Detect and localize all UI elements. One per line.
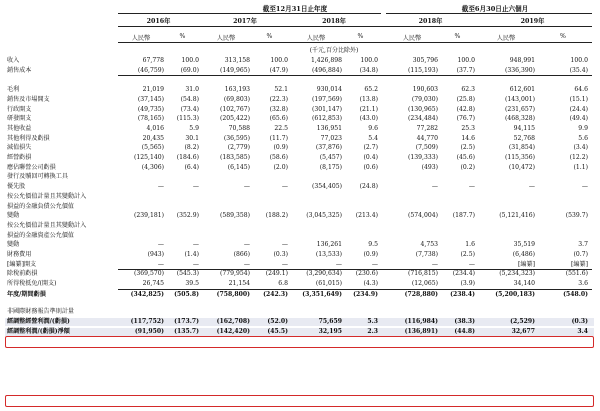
cell-col-4: 52.1 [274, 86, 288, 94]
cell-col-1: (5,565) [141, 144, 164, 152]
cell-col-5: (37,876) [315, 144, 342, 152]
cell-col-7: (139,333) [408, 154, 438, 161]
cell-col-6: (0.4) [363, 154, 378, 161]
unit-pct-2018: % [357, 33, 364, 40]
cell-col-10: 3.6 [578, 280, 588, 288]
cell-col-10: (35.4) [569, 66, 588, 74]
cell-col-10: (0.3) [571, 317, 588, 325]
cell-col-8: (238.4) [450, 290, 475, 298]
row-label: 財務費用 [7, 251, 32, 258]
unit-rmb-2018: 人民幣 [306, 35, 326, 42]
cell-col-4: (52.0) [267, 317, 288, 325]
cell-col-3: 163,193 [224, 86, 250, 94]
cell-col-3: (205,422) [220, 115, 250, 123]
cell-col-7: (728,880) [404, 290, 438, 298]
cell-col-7: — [431, 183, 438, 191]
cell-col-1: 26,745 [142, 280, 164, 288]
cell-col-6: (34.8) [359, 66, 378, 74]
cell-col-1: (46,759) [137, 66, 164, 74]
cell-col-3: (149,965) [220, 66, 250, 74]
cell-col-2: (545.3) [176, 270, 199, 278]
cell-col-9: (5,200,183) [495, 290, 535, 298]
cell-col-7: (79,030) [411, 95, 438, 103]
cell-col-10: (1.1) [573, 163, 588, 171]
cell-col-10: 9.9 [578, 124, 588, 132]
cell-col-10: [編纂] [571, 260, 588, 268]
cell-col-8: (0.2) [460, 163, 475, 171]
cell-col-8: (42.8) [456, 105, 475, 113]
cell-col-9: (115,356) [505, 154, 535, 161]
cell-col-6: 100.0 [360, 57, 378, 64]
cell-col-10: 3.4 [577, 327, 588, 335]
cell-col-8: (2.5) [460, 251, 475, 258]
cell-col-8: — [468, 260, 475, 268]
cell-col-1: 67,778 [142, 57, 164, 64]
cell-col-4: (0.3) [273, 251, 288, 258]
highlight-box-adjusted-net [5, 395, 594, 407]
cell-col-4: (242.3) [263, 290, 288, 298]
cell-col-10: 100.0 [570, 57, 588, 64]
unit-pct-2016: % [179, 33, 186, 40]
row-label: 所得稅抵免/(開支) [7, 280, 57, 288]
row-label: 收入 [7, 57, 20, 64]
table-row [0, 164, 600, 172]
cell-col-4: (22.3) [269, 95, 288, 103]
cell-col-9: (31,854) [508, 144, 535, 152]
cell-col-3: (779,954) [220, 270, 250, 278]
cell-col-3: (589,358) [220, 212, 250, 220]
cell-col-4: 6.8 [278, 280, 288, 288]
cell-col-10: — [581, 183, 588, 191]
row-label: 優先股 [7, 183, 26, 191]
cell-col-3: (758,800) [216, 290, 250, 298]
cell-col-3: (162,708) [216, 317, 250, 325]
unit-rmb-2016: 人民幣 [131, 35, 151, 42]
cell-col-4: — [281, 183, 288, 191]
cell-col-3: — [243, 241, 250, 249]
cell-col-8: (76.7) [456, 115, 475, 123]
unit-rmb-2019-h1: 人民幣 [496, 35, 516, 42]
cell-col-4: (47.9) [269, 66, 288, 74]
cell-col-2: (115.3) [176, 115, 199, 123]
row-label: 減值損失 [7, 144, 32, 152]
cell-col-10: (548.0) [563, 290, 588, 298]
cell-col-2: (1.4) [184, 251, 199, 258]
group-header-full-year: 截至12月31日止年度 [262, 5, 328, 13]
cell-col-2: (352.9) [176, 212, 199, 220]
row-label: 按公允價值計量且其變動計入 [7, 192, 87, 200]
cell-col-2: 5.9 [189, 124, 199, 132]
cell-col-7: (7,738) [415, 251, 438, 258]
year-header-2016: 2016年 [146, 18, 171, 25]
cell-col-5: (8,175) [319, 163, 342, 171]
cell-col-8: — [468, 183, 475, 191]
cell-col-1: (37,145) [137, 95, 164, 103]
cell-col-3: (2,779) [227, 144, 250, 152]
cell-col-8: (45.6) [456, 154, 475, 161]
table-row [0, 183, 600, 191]
cell-col-7: (234,484) [408, 115, 438, 123]
table-row [0, 154, 600, 162]
cell-col-2: 31.0 [185, 86, 199, 94]
cell-col-2: 39.5 [185, 280, 199, 288]
cell-col-10: 5.6 [578, 134, 588, 142]
cell-col-9: (5,121,416) [499, 212, 535, 220]
cell-col-9: (6,486) [512, 251, 535, 258]
cell-col-9: (231,657) [505, 105, 535, 113]
cell-col-10: (49.4) [569, 115, 588, 123]
cell-col-8: (44.8) [454, 327, 475, 335]
cell-col-1: (943) [147, 251, 164, 258]
cell-col-9: [編纂] [518, 260, 535, 268]
cell-col-9: 94,115 [513, 124, 535, 132]
table-row [0, 270, 600, 278]
cell-col-2: 30.1 [185, 134, 199, 142]
cell-col-8: 1.6 [465, 241, 475, 249]
cell-col-1: (369,570) [134, 270, 164, 278]
cell-col-10: (3.4) [573, 144, 588, 152]
cell-col-9: 32,677 [511, 327, 535, 335]
table-row [0, 173, 600, 181]
cell-col-7: 44,770 [416, 134, 438, 142]
table-row [0, 86, 600, 94]
row-label: 其他利得及虧損 [7, 134, 50, 142]
cell-col-7: (12,065) [411, 280, 438, 288]
cell-col-6: (213.4) [355, 212, 378, 220]
unit-pct-2018-h1: % [454, 33, 461, 40]
row-label: 非國際財務報告準則計量 [7, 308, 75, 316]
cell-col-3: — [243, 260, 250, 268]
cell-col-7: 190,603 [412, 86, 438, 94]
table-row [0, 261, 600, 269]
cell-col-1: — [157, 241, 164, 249]
cell-col-7: (7,509) [415, 144, 438, 152]
cell-col-3: 70,588 [228, 124, 250, 132]
cell-col-7: (574,004) [408, 212, 438, 220]
row-label: 年度/期間虧損 [7, 290, 46, 298]
cell-col-1: (239,181) [134, 212, 164, 220]
cell-col-6: 9.5 [368, 241, 378, 249]
cell-col-2: (8.2) [184, 144, 199, 152]
year-rule [118, 26, 592, 27]
row-label: 變動 [7, 212, 20, 220]
cell-col-4: (32.8) [269, 105, 288, 113]
cell-col-5: (496,884) [312, 66, 342, 74]
year-header-2017: 2017年 [233, 18, 257, 25]
cell-col-1: — [157, 183, 164, 191]
cell-col-7: (716,815) [408, 270, 438, 278]
cell-col-8: 100.0 [457, 57, 475, 64]
cell-col-5: — [335, 260, 342, 268]
year-header-2019-h1: 2019年 [520, 18, 545, 25]
table-row [0, 67, 600, 75]
cell-col-3: — [243, 183, 250, 191]
cell-col-6: 9.6 [368, 124, 378, 132]
cell-col-6: (230.6) [355, 270, 378, 278]
cell-col-2: — [192, 241, 199, 249]
cell-col-8: (234.4) [452, 270, 475, 278]
group-rule-full-year [118, 13, 381, 14]
table-row [0, 222, 600, 230]
row-label: 毛利 [7, 86, 20, 94]
cell-col-6: (21.1) [359, 105, 378, 113]
cell-col-5: (3,351,649) [302, 290, 342, 298]
cell-col-6: (2.7) [363, 144, 378, 152]
cell-col-5: (13,533) [315, 251, 342, 258]
cell-col-1: 20,435 [142, 134, 164, 142]
unit-pct-2019-h1: % [560, 33, 566, 40]
cell-col-9: 948,991 [509, 57, 535, 64]
cell-col-1: (125,140) [134, 154, 164, 161]
table-row [0, 232, 600, 240]
cell-col-9: 34,140 [513, 280, 535, 288]
table-row [0, 241, 600, 249]
row-label: 經營虧損 [7, 154, 32, 161]
table-row [0, 291, 600, 299]
row-label: 銷售及市場開支 [7, 95, 50, 103]
table-row [0, 212, 600, 220]
cell-col-9: (468,328) [505, 115, 535, 123]
cell-col-4: 100.0 [270, 57, 288, 64]
table-row [0, 76, 600, 84]
unit-pct-2017: % [266, 33, 273, 40]
cell-col-10: (15.1) [569, 95, 588, 103]
table-row [0, 251, 600, 259]
cell-col-3: (69,803) [223, 95, 250, 103]
cell-col-3: (866) [233, 251, 250, 258]
cell-col-6: — [371, 260, 378, 268]
cell-col-5: 32,195 [318, 327, 342, 335]
cell-col-8: (187.7) [452, 212, 475, 220]
unit-rmb-2017: 人民幣 [216, 35, 236, 42]
cell-col-8: (2.5) [460, 144, 475, 152]
cell-col-4: (65.6) [269, 115, 288, 123]
table-row [0, 318, 600, 326]
cell-col-1: (78,165) [137, 115, 164, 123]
cell-col-10: 64.6 [574, 86, 588, 94]
cell-col-5: (197,569) [312, 95, 342, 103]
row-label: 損益的金融資產公允價值 [7, 231, 75, 239]
table-row [0, 328, 600, 336]
cell-col-3: (142,420) [216, 327, 250, 335]
cell-col-2: (135.7) [174, 327, 199, 335]
row-label: 銷售成本 [7, 66, 32, 74]
cell-col-3: 313,158 [224, 57, 250, 64]
table-row [0, 280, 600, 288]
cell-col-1: (91,950) [134, 327, 164, 335]
cell-col-4: (2.0) [273, 163, 288, 171]
cell-col-7: (136,891) [404, 327, 438, 335]
cell-col-10: (0.7) [573, 251, 588, 258]
cell-col-5: (354,405) [312, 183, 342, 191]
row-label: [編纂]開支 [7, 260, 37, 268]
table-row [0, 57, 600, 65]
row-label: 經調整經營利潤/(虧損) [7, 317, 70, 325]
cell-col-5: 75,659 [318, 317, 342, 325]
cell-col-2: (173.7) [174, 317, 199, 325]
subtotal-rule [118, 289, 592, 290]
row-label: 經調整利潤/(虧損)淨額 [7, 327, 70, 335]
row-label: 損益的金融負債公允價值 [7, 202, 75, 210]
cell-col-2: (184.6) [176, 154, 199, 161]
cell-col-4: (58.6) [269, 154, 288, 161]
year-header-2018-h1: 2018年 [418, 18, 443, 25]
cell-col-3: 21,154 [228, 280, 250, 288]
cell-col-8: (25.8) [456, 95, 475, 103]
cell-col-4: (11.7) [269, 134, 288, 142]
row-label: 研發開支 [7, 115, 32, 123]
cell-col-2: (54.8) [180, 95, 199, 103]
cell-col-5: (5,457) [319, 154, 342, 161]
table-row [0, 115, 600, 123]
cell-col-3: (36,595) [223, 134, 250, 142]
cell-col-2: (73.4) [180, 105, 199, 113]
cell-col-7: 4,753 [420, 241, 438, 249]
cell-col-6: (4.3) [363, 280, 378, 288]
cell-col-4: (188.2) [265, 212, 288, 220]
cell-col-1: (49,735) [137, 105, 164, 113]
year-header-2018: 2018年 [322, 18, 346, 25]
cell-col-4: (0.9) [273, 144, 288, 152]
cell-col-7: — [431, 260, 438, 268]
cell-col-9: (143,001) [505, 95, 535, 103]
cell-col-4: — [281, 241, 288, 249]
cell-col-8: 62.3 [461, 86, 475, 94]
table-row [0, 125, 600, 133]
cell-col-5: 1,426,898 [310, 57, 342, 64]
cell-col-8: (37.7) [456, 66, 475, 74]
cell-col-6: (0.6) [363, 163, 378, 171]
cell-col-1: (342,825) [130, 290, 164, 298]
amount-note: (千元,百分比除外) [309, 47, 359, 54]
cell-col-1: — [157, 260, 164, 268]
cell-col-6: (43.0) [359, 115, 378, 123]
cell-col-2: (69.0) [180, 66, 199, 74]
cell-col-3: (102,767) [220, 105, 250, 113]
cell-col-7: (115,193) [408, 66, 438, 74]
cell-col-9: 612,601 [509, 86, 535, 94]
cell-col-6: (0.9) [363, 251, 378, 258]
row-label: 除稅前虧損 [7, 270, 38, 278]
cell-col-7: (116,984) [404, 317, 438, 325]
cell-col-2: — [192, 183, 199, 191]
cell-col-1: 4,016 [146, 124, 164, 132]
cell-col-9: (336,390) [505, 66, 535, 74]
cell-col-10: (551.6) [565, 270, 588, 278]
table-row [0, 308, 600, 316]
unit-rule [118, 42, 592, 43]
cell-col-5: 930,014 [316, 86, 342, 94]
cell-col-10: (539.7) [565, 212, 588, 220]
cell-col-7: (130,965) [408, 105, 438, 113]
cell-col-4: (45.5) [267, 327, 288, 335]
cell-col-10: (12.2) [569, 154, 588, 161]
cell-col-1: (4,306) [141, 163, 164, 171]
table-row [0, 96, 600, 104]
cell-col-7: (493) [421, 163, 438, 171]
cell-col-10: 3.7 [578, 241, 588, 249]
cell-col-9: — [528, 183, 535, 191]
table-row [0, 193, 600, 201]
row-label: 其他收益 [7, 124, 32, 132]
cell-col-7: 77,282 [416, 124, 438, 132]
cell-col-1: 21,019 [142, 86, 164, 94]
cell-col-4: — [281, 260, 288, 268]
cell-col-8: (3.9) [460, 280, 475, 288]
cell-col-6: 65.2 [364, 86, 378, 94]
cell-col-9: 35,519 [513, 241, 535, 249]
cell-col-3: (6,145) [227, 163, 250, 171]
cell-col-8: 14.6 [461, 134, 475, 142]
cell-col-5: 136,951 [316, 124, 342, 132]
cell-col-4: (249.1) [265, 270, 288, 278]
row-label: 變動 [7, 241, 20, 249]
cell-col-2: (505.8) [174, 290, 199, 298]
cell-col-2: — [192, 260, 199, 268]
cell-col-3: (183,585) [220, 154, 250, 161]
table-row [0, 135, 600, 143]
cell-col-5: 136,261 [316, 241, 342, 249]
cell-col-1: (117,752) [130, 317, 164, 325]
cell-col-5: (301,147) [312, 105, 342, 113]
cell-col-9: (5,234,323) [499, 270, 535, 278]
cell-col-9: 52,768 [513, 134, 535, 142]
row-label: 應佔聯營公司虧損 [7, 163, 56, 171]
cell-col-2: 100.0 [181, 57, 199, 64]
cell-col-6: 5.3 [367, 317, 378, 325]
group-rule-six-months [386, 13, 592, 14]
cell-col-7: 305,796 [412, 57, 438, 64]
row-label: 行政開支 [7, 105, 32, 113]
table-row [0, 144, 600, 152]
cell-col-9: (10,472) [508, 163, 535, 171]
cell-col-6: (13.8) [359, 95, 378, 103]
cell-col-8: 25.3 [461, 124, 475, 132]
cell-col-10: (24.4) [569, 105, 588, 113]
highlight-box-net-loss [5, 336, 594, 348]
cell-col-2: (6.4) [184, 163, 199, 171]
cell-col-5: (3,290,634) [306, 270, 342, 278]
cell-col-5: (3,045,325) [306, 212, 342, 220]
cell-col-5: 77,023 [320, 134, 342, 142]
cell-col-6: (234.9) [353, 290, 378, 298]
table-row [0, 203, 600, 211]
cell-col-6: 2.3 [367, 327, 378, 335]
cell-col-9: (2,529) [510, 317, 535, 325]
cell-col-6: 5.4 [368, 134, 378, 142]
cell-col-5: (61,015) [315, 280, 342, 288]
cell-col-4: 22.5 [274, 124, 288, 132]
table-row [0, 106, 600, 114]
unit-rmb-2018-h1: 人民幣 [402, 35, 422, 42]
cell-col-5: (612,853) [312, 115, 342, 123]
row-label: 按公允價值計量且其變動計入 [7, 221, 87, 229]
cell-col-6: (24.8) [359, 183, 378, 191]
row-label: 發行及贖回可轉換工具 [7, 173, 68, 181]
group-header-six-months: 截至6月30日止六個月 [461, 5, 529, 13]
cell-col-8: (38.3) [454, 317, 475, 325]
